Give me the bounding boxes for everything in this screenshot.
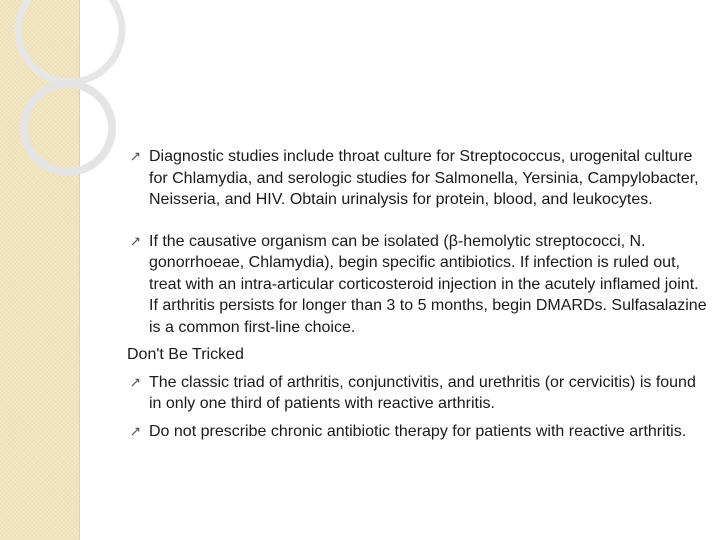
- bullet-no-chronic-antibiotics: [127, 421, 707, 443]
- bullet-text: The classic triad of arthritis, conjunctivitis, and urethritis (or cervicitis) is found in only one third of patients with reactive arthritis.: [149, 373, 696, 412]
- bullet-diagnostic-studies: [127, 146, 707, 211]
- slide-content: [127, 146, 707, 462]
- quill-bullet-icon: [131, 237, 140, 246]
- quill-bullet-icon: [131, 378, 140, 387]
- bullet-treatment: [127, 231, 707, 339]
- bullet-text: Diagnostic studies include throat culture for Streptococcus, urogenital culture for Chlamydia, and serologic studies for Salmonella, Yersinia, Campylobacter, Neisseria, and HIV. Obtain urinalysis for protein, blood, and leukocytes.: [149, 148, 699, 208]
- bullet-classic-triad: [127, 372, 707, 415]
- bullet-text: If the causative organism can be isolated (β-hemolytic streptococci, N. gonorrhoeae, Chlamydia), begin specific antibiotics. If infection is ruled out, treat with an intra-articular corticosteroid injection in the acutely inflamed joint. If arthritis persists for longer than 3 to 5 months, begin DMARDs. Sulfasalazine is a common first-line choice.: [149, 232, 707, 336]
- subheading-dont-be-tricked: Don't Be Tricked: [127, 346, 244, 363]
- quill-bullet-icon: [131, 427, 140, 436]
- quill-bullet-icon: [131, 152, 140, 161]
- bullet-text: Do not prescribe chronic antibiotic therapy for patients with reactive arthritis.: [149, 422, 687, 440]
